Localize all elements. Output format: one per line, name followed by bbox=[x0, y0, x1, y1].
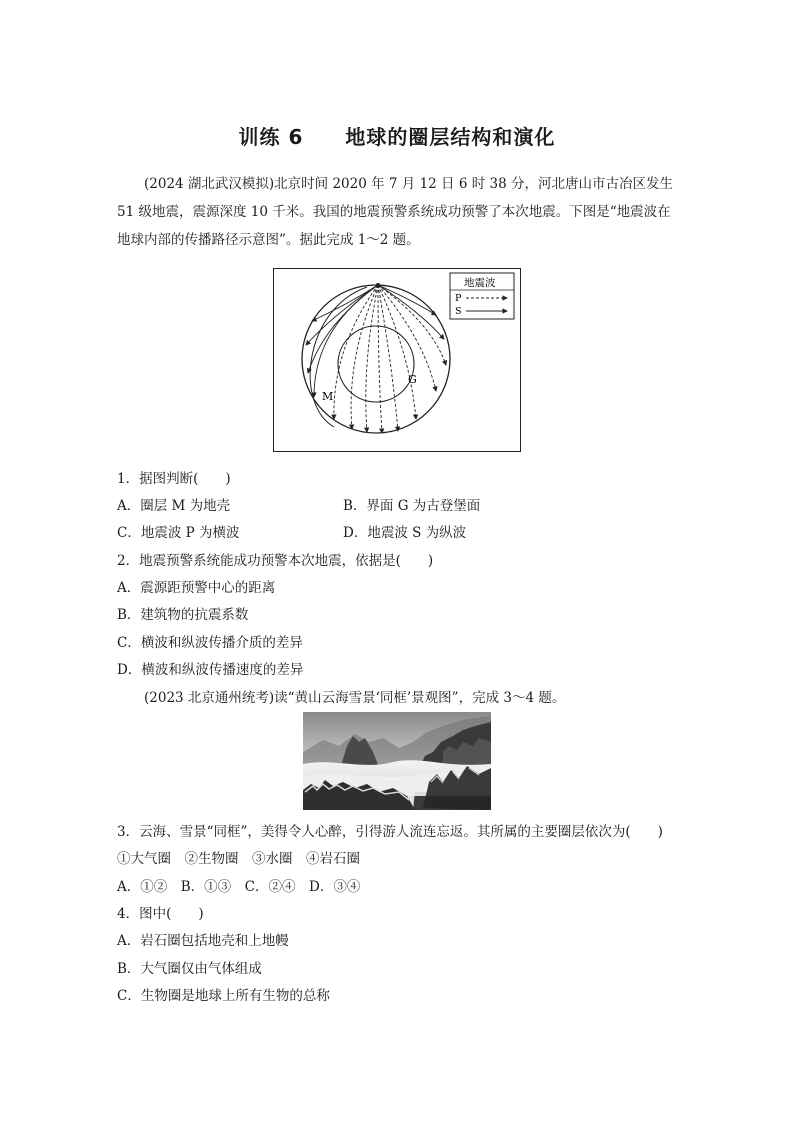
q2-option-c: C．横波和纵波传播介质的差异 bbox=[117, 635, 303, 651]
q3-stem: 3．云海、雪景“同框”，美得令人心醉，引得游人流连忘返。其所属的主要圈层依次为( ) bbox=[117, 824, 663, 840]
legend-p-label: P bbox=[455, 293, 462, 304]
page-title: 训练 6 地球的圈层结构和演化 bbox=[238, 125, 556, 149]
q4-option-b: B．大气圈仅由气体组成 bbox=[117, 961, 262, 977]
q2-option-a: A．震源距预警中心的距离 bbox=[117, 580, 276, 596]
legend-title: 地震波 bbox=[464, 277, 496, 289]
q1-option-b: B．界面 G 为古登堡面 bbox=[343, 498, 481, 514]
huangshan-landscape-photo bbox=[303, 712, 491, 810]
s-wave-ray bbox=[378, 285, 436, 315]
intro-paragraph-2: (2023 北京通州统考)读“黄山云海雪景‘同框’景观图”，完成 3～4 题。 bbox=[144, 690, 566, 706]
p-wave-ray bbox=[378, 285, 436, 391]
q3-items: ①大气圈 ②生物圈 ③水圈 ④岩石圈 bbox=[117, 851, 360, 867]
q1-option-d: D．地震波 S 为纵波 bbox=[343, 525, 467, 541]
earth-core-boundary bbox=[338, 326, 414, 402]
q1-stem: 1．据图判断( ) bbox=[117, 471, 231, 487]
q3-options: A．①② B．①③ C．②④ D．③④ bbox=[117, 879, 361, 895]
q4-option-c: C．生物圈是地球上所有生物的总称 bbox=[117, 988, 330, 1004]
intro-paragraph-1: (2024 湖北武汉模拟)北京时间 2020 年 7 月 12 日 6 时 38 分，河北唐山市古冶区发生 51 级地震，震源深度 10 千米。我国的地震预警系统成功预警了本次地震。下图是“地震波在地球内部的传播路径示意图”。据此完成 1～2 题。 bbox=[117, 176, 673, 248]
landscape-svg bbox=[303, 712, 491, 810]
legend-s-label: S bbox=[455, 306, 462, 317]
q4-option-a: A．岩石圈包括地壳和上地幔 bbox=[117, 933, 289, 949]
label-m: M bbox=[322, 390, 334, 403]
q1-option-c: C．地震波 P 为横波 bbox=[117, 525, 240, 541]
earth-outer-boundary bbox=[302, 285, 450, 433]
p-wave-ray bbox=[378, 285, 416, 419]
label-g: G bbox=[408, 373, 417, 386]
q4-stem: 4．图中( ) bbox=[117, 906, 204, 922]
q2-option-b: B．建筑物的抗震系数 bbox=[117, 607, 249, 623]
q1-option-a: A．圈层 M 为地壳 bbox=[117, 498, 231, 514]
q2-stem: 2．地震预警系统能成功预警本次地震，依据是( ) bbox=[117, 553, 434, 569]
s-wave-ray bbox=[312, 285, 378, 321]
epicenter-point bbox=[376, 283, 380, 287]
q2-option-d: D．横波和纵波传播速度的差异 bbox=[117, 662, 304, 678]
seismic-wave-diagram bbox=[273, 268, 521, 452]
seismic-wave-svg bbox=[274, 269, 520, 451]
p-wave-ray bbox=[366, 285, 378, 432]
p-wave-ray bbox=[334, 285, 378, 419]
